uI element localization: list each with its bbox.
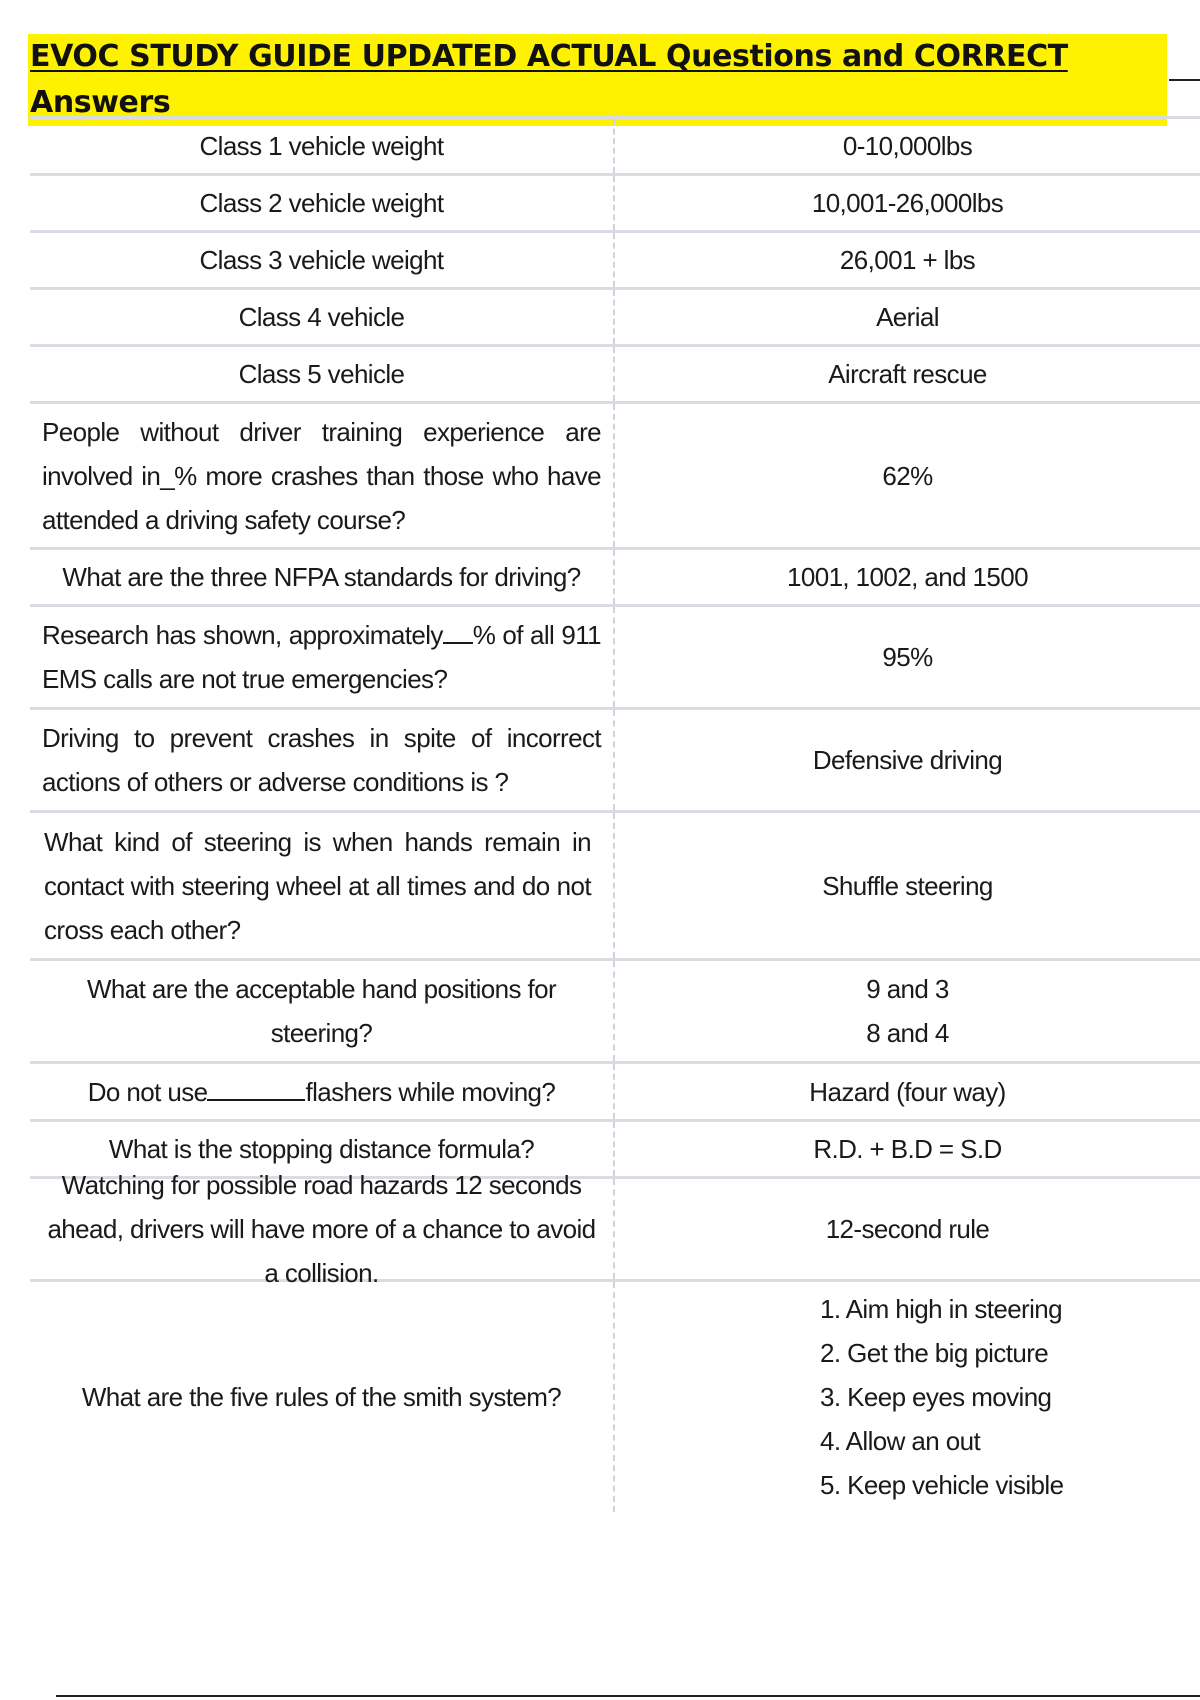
answer-line: R.D. + B.D = S.D xyxy=(813,1134,1002,1164)
table-row xyxy=(30,119,1200,176)
table-row xyxy=(30,347,1200,404)
title-bar xyxy=(28,34,1200,126)
question-cell: Class 5 vehicle xyxy=(30,347,615,401)
question-cell: People without driver training experience are involved in_% more crashes than those who have attended a driving safety course? xyxy=(30,404,615,547)
question-cell: What are the five rules of the smith system? xyxy=(30,1282,615,1512)
answer-cell xyxy=(615,813,1200,958)
answer-cell xyxy=(615,710,1200,810)
question-cell: Watching for possible road hazards 12 seconds ahead, drivers will have more of a chance to avoid a collision. xyxy=(30,1179,615,1279)
answer-line: Shuffle steering xyxy=(822,870,993,901)
answer-line: 10,001-26,000lbs xyxy=(811,188,1004,218)
answer-cell xyxy=(615,550,1200,604)
table-row xyxy=(30,813,1200,961)
question-text-end: flashers while moving? xyxy=(305,1076,556,1107)
answer-line: 26,001 + lbs xyxy=(839,245,976,275)
question-cell: What are the three NFPA standards for driving? xyxy=(30,550,615,604)
answer-line: 0-10,000lbs xyxy=(842,131,973,161)
document-title: EVOC STUDY GUIDE UPDATED ACTUAL Questions and CORRECT Answers xyxy=(28,34,1167,126)
question-cell: Driving to prevent crashes in spite of incorrect actions of others or adverse conditions is ? xyxy=(30,710,615,810)
answer-cell xyxy=(615,290,1200,344)
question-cell: Class 1 vehicle weight xyxy=(30,119,615,173)
question-text-start: Do not use xyxy=(87,1076,208,1107)
qa-table xyxy=(30,116,1200,1512)
question-cell: What are the acceptable hand positions for steering? xyxy=(30,961,615,1061)
table-row xyxy=(30,710,1200,813)
answer-cell xyxy=(615,404,1200,547)
question-cell xyxy=(30,1064,615,1119)
table-row xyxy=(30,404,1200,550)
answer-line: 12-second rule xyxy=(825,1214,990,1244)
table-row xyxy=(30,550,1200,607)
question-text xyxy=(42,613,601,701)
answer-cell xyxy=(615,233,1200,287)
answer-line: 4. Allow an out xyxy=(820,1426,981,1456)
table-row xyxy=(30,1282,1200,1512)
question-text-start: Research has shown, approximately xyxy=(42,620,443,650)
question-cell: Class 4 vehicle xyxy=(30,290,615,344)
title-dash xyxy=(1169,79,1200,81)
table-row xyxy=(30,233,1200,290)
answer-cell xyxy=(615,119,1200,173)
table-row xyxy=(30,290,1200,347)
answer-line: Defensive driving xyxy=(812,745,1003,775)
table-row xyxy=(30,176,1200,233)
question-text-end: % of all 911 EMS calls are not true emergencies? xyxy=(42,620,601,694)
answer-cell xyxy=(615,1122,1200,1176)
answer-cell xyxy=(615,607,1200,707)
answer-line: Hazard (four way) xyxy=(809,1076,1006,1107)
answer-blank xyxy=(207,1077,305,1101)
table-row xyxy=(30,1170,1200,1288)
question-cell: What kind of steering is when hands remain in contact with steering wheel at all times and do not cross each other? xyxy=(30,813,615,958)
answer-line: 1. Aim high in steering xyxy=(820,1294,1063,1324)
answer-cell xyxy=(615,1064,1200,1119)
answer-line: 3. Keep eyes moving xyxy=(820,1382,1052,1412)
answer-cell xyxy=(615,347,1200,401)
answer-line: 5. Keep vehicle visible xyxy=(820,1470,1064,1500)
answer-line: 9 and 3 xyxy=(866,974,949,1004)
answer-cell xyxy=(615,961,1200,1061)
question-cell: What is the stopping distance formula? xyxy=(30,1122,615,1176)
footer-rule xyxy=(56,1695,1200,1697)
answer-cell xyxy=(615,1282,1200,1512)
question-cell xyxy=(30,607,615,707)
answer-blank xyxy=(443,620,473,644)
question-cell: Class 3 vehicle weight xyxy=(30,233,615,287)
answer-line: 62% xyxy=(882,460,933,491)
table-row xyxy=(30,607,1200,710)
answer-line: Aircraft rescue xyxy=(828,359,987,389)
answer-line: 1001, 1002, and 1500 xyxy=(786,562,1029,592)
answer-line: 95% xyxy=(882,642,933,672)
answer-line: 8 and 4 xyxy=(866,1018,949,1048)
table-row xyxy=(30,961,1200,1064)
table-row xyxy=(30,1064,1200,1122)
question-text xyxy=(88,1070,556,1114)
answer-line: Aerial xyxy=(876,302,939,332)
question-cell: Class 2 vehicle weight xyxy=(30,176,615,230)
answer-cell xyxy=(615,176,1200,230)
answer-cell xyxy=(615,1179,1200,1279)
answer-line: 2. Get the big picture xyxy=(820,1338,1049,1368)
